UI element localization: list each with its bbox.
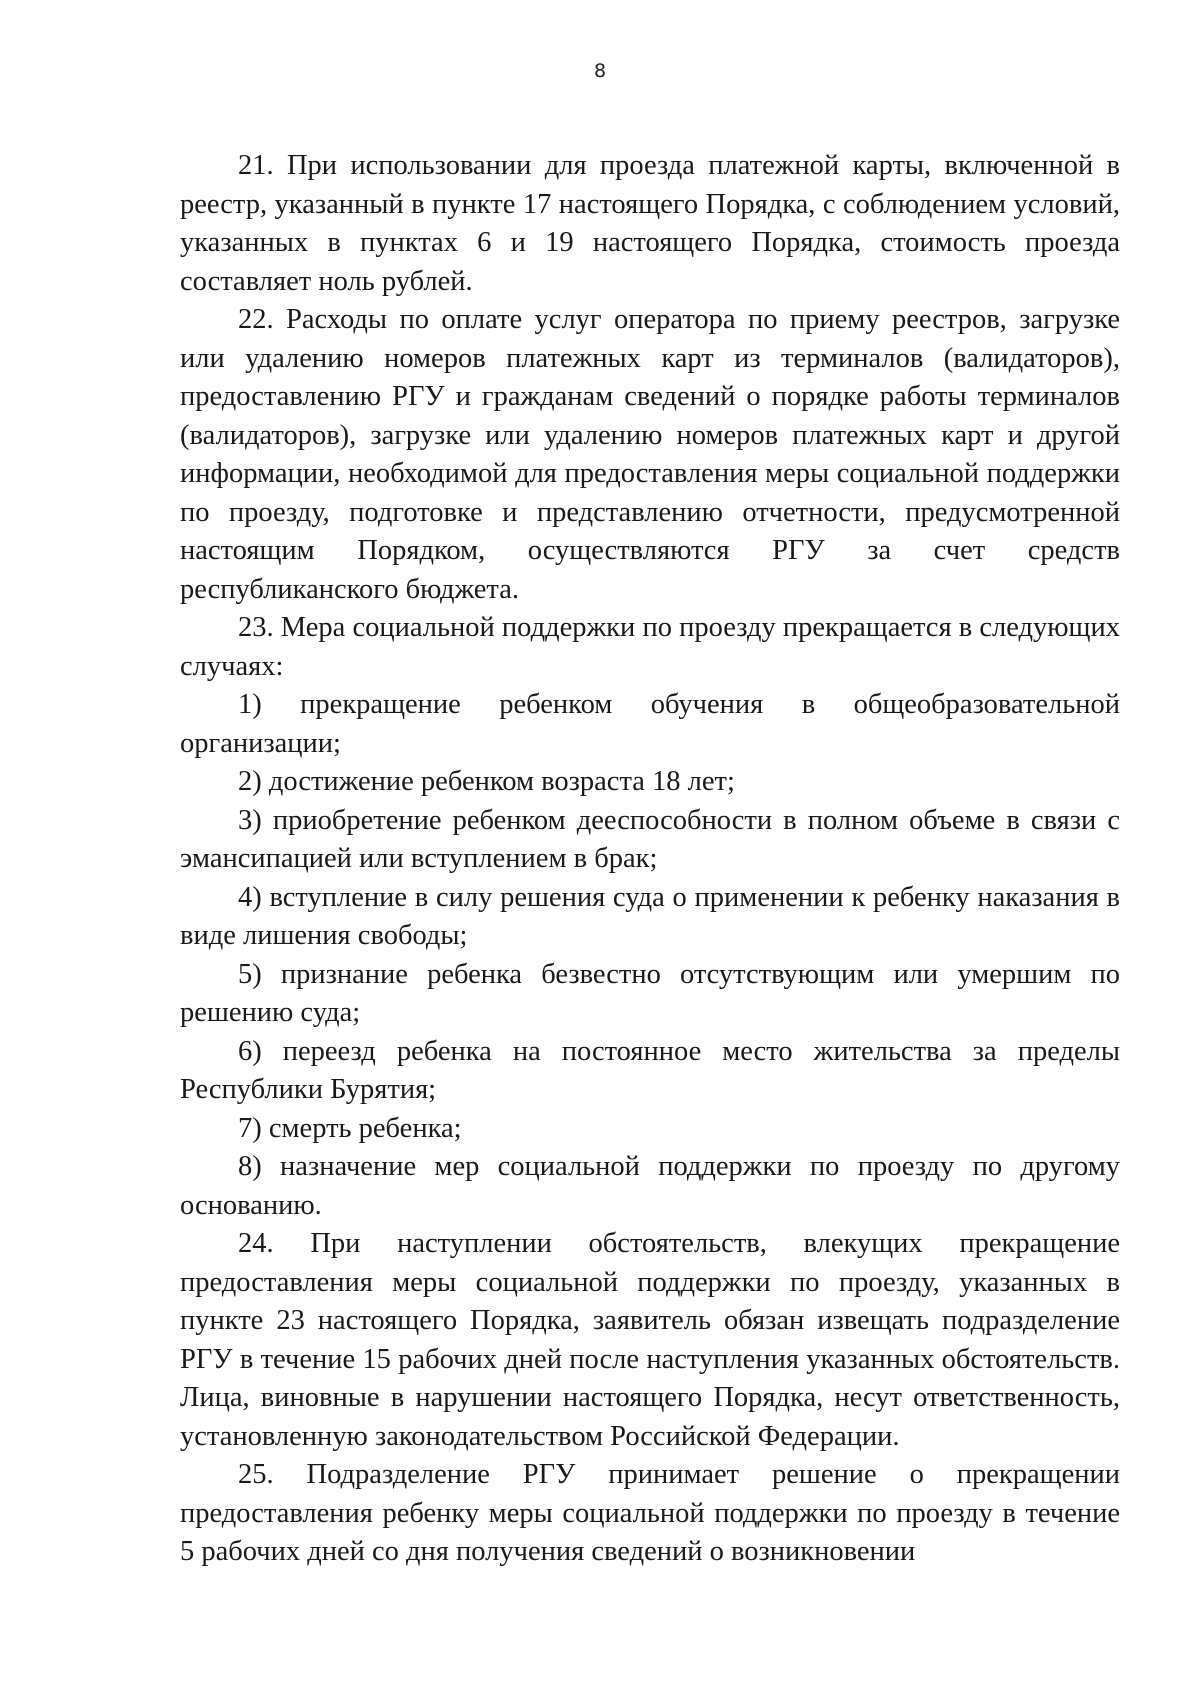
paragraph-21: 21. При использовании для проезда платежной карты, включенной в реестр, указанный в пункте 17 настоящего Порядка, с соблюдением условий, указанных в пунктах 6 и 19 настоящего Порядка, стоимость проезда составляет ноль рублей. xyxy=(180,150,1120,297)
list-item-3: 3) приобретение ребенком дееспособности в полном объеме в связи с эмансипацией или вступлением в брак; xyxy=(180,804,1120,874)
document-body xyxy=(180,147,1120,1572)
list-item-4: 4) вступление в силу решения суда о применении к ребенку наказания в виде лишения свободы; xyxy=(180,881,1120,951)
list-item-5: 5) признание ребенка безвестно отсутствующим или умершим по решению суда; xyxy=(180,958,1120,1028)
list-item-8: 8) назначение мер социальной поддержки по проезду по другому основанию. xyxy=(180,1151,1120,1221)
paragraph-25: 25. Подразделение РГУ принимает решение о прекращении предоставления ребенку меры социальной поддержки по проезду в течение 5 рабочих дней со дня получения сведений о возникновении xyxy=(180,1459,1120,1567)
paragraph-23: 23. Мера социальной поддержки по проезду прекращается в следующих случаях: xyxy=(180,612,1120,682)
paragraph-22: 22. Расходы по оплате услуг оператора по приему реестров, загрузке или удалению номеров платежных карт из терминалов (валидаторов), предоставлению РГУ и гражданам сведений о порядке работы терминалов (валидаторов), загрузке или удалению номеров платежных карт и другой информации, необходимой для предоставления меры социальной поддержки по проезду, подготовке и представлению отчетности, предусмотренной настоящим Порядком, осуществляются РГУ за счет средств республиканского бюджета. xyxy=(180,304,1120,605)
page-number: 8 xyxy=(593,60,607,82)
list-item-6: 6) переезд ребенка на постоянное место жительства за пределы Республики Бурятия; xyxy=(180,1035,1120,1105)
list-item-1: 1) прекращение ребенком обучения в общеобразовательной организации; xyxy=(180,689,1120,759)
list-item-7: 7) смерть ребенка; xyxy=(238,1112,462,1144)
list-item-2: 2) достижение ребенком возраста 18 лет; xyxy=(238,766,735,797)
paragraph-24: 24. При наступлении обстоятельств, влекущих прекращение предоставления меры социальной поддержки по проезду, указанных в пункте 23 настоящего Порядка, заявитель обязан извещать подразделение РГУ в течение 15 рабочих дней после наступления указанных обстоятельств. Лица, виновные в нарушении настоящего Порядка, несут ответственность, установленную законодательством Российской Федерации. xyxy=(180,1228,1120,1452)
